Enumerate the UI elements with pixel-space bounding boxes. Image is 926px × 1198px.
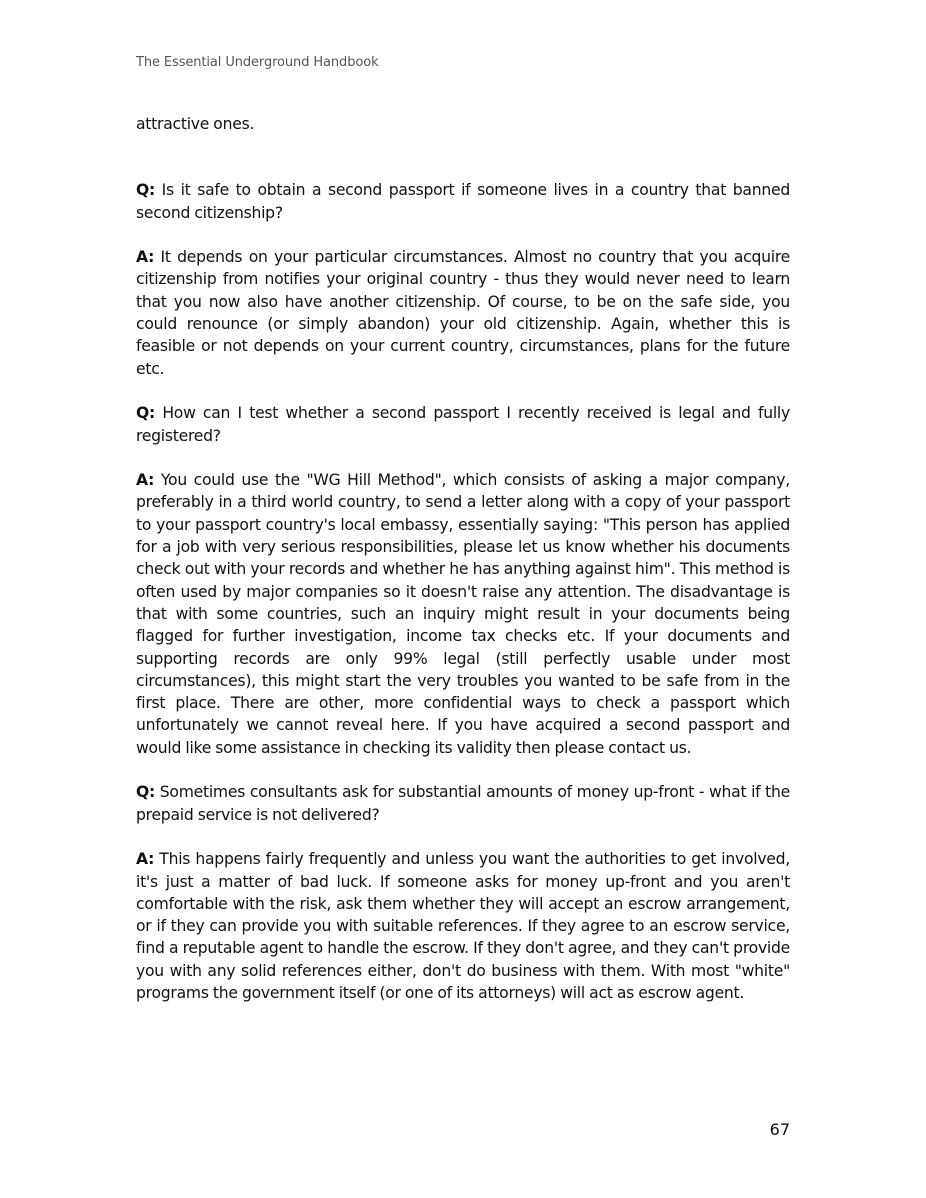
running-header: The Essential Underground Handbook — [136, 55, 379, 70]
question-text: Is it safe to obtain a second passport if someone lives in a country that banned second citizenship? — [136, 181, 790, 222]
question-2 — [136, 402, 790, 447]
question-label: Q: — [136, 181, 155, 200]
question-label: Q: — [136, 404, 155, 423]
question-3 — [136, 781, 790, 826]
answer-label: A: — [136, 850, 155, 869]
question-1 — [136, 179, 790, 224]
answer-text: You could use the "WG Hill Method", which consists of asking a major company, preferably in a third world country, to send a letter along with a copy of your passport to your passport country's local embassy, essentially saying: "This person has applied for a job with very serious responsibilities, please let us know whether his documents check out with your records and whether he has anything against him". This method is often used by major companies so it doesn't raise any attention. The disadvantage is that with some countries, such an inquiry might result in your documents being flagged for further investigation, income tax checks etc. If your documents and supporting records are only 99% legal (still perfectly usable under most circumstances), this might start the very troubles you wanted to be safe from in the first place. There are other, more confidential ways to check a passport which unfortunately we cannot reveal here. If you have acquired a second passport and would like some assistance in checking its validity then please contact us. — [136, 471, 790, 757]
question-text: Sometimes consultants ask for substantial amounts of money up-front - what if the prepaid service is not delivered? — [136, 783, 790, 824]
answer-label: A: — [136, 471, 155, 490]
page-body — [136, 113, 790, 1027]
answer-label: A: — [136, 248, 155, 267]
answer-2 — [136, 469, 790, 759]
answer-text: It depends on your particular circumstances. Almost no country that you acquire citizenship from notifies your original country - thus they would never need to learn that you now also have another citizenship. Of course, to be on the safe side, you could renounce (or simply abandon) your old citizenship. Again, whether this is feasible or not depends on your current country, circumstances, plans for the future etc. — [136, 248, 790, 378]
question-label: Q: — [136, 783, 155, 802]
answer-text: This happens fairly frequently and unless you want the authorities to get involved, it's just a matter of bad luck. If someone asks for money up-front and you aren't comfortable with the risk, ask them whether they will accept an escrow arrangement, or if they can provide you with suitable references. If they agree to an escrow service, find a reputable agent to handle the escrow. If they don't agree, and they can't provide you with any solid references either, don't do business with them. With most "white" programs the government itself (or one of its attorneys) will act as escrow agent. — [136, 850, 790, 1002]
lead-paragraph: attractive ones. — [136, 115, 255, 133]
page-number: 67 — [769, 1120, 790, 1139]
question-text: How can I test whether a second passport I recently received is legal and fully registered? — [136, 404, 790, 445]
answer-1 — [136, 246, 790, 380]
answer-3 — [136, 848, 790, 1004]
